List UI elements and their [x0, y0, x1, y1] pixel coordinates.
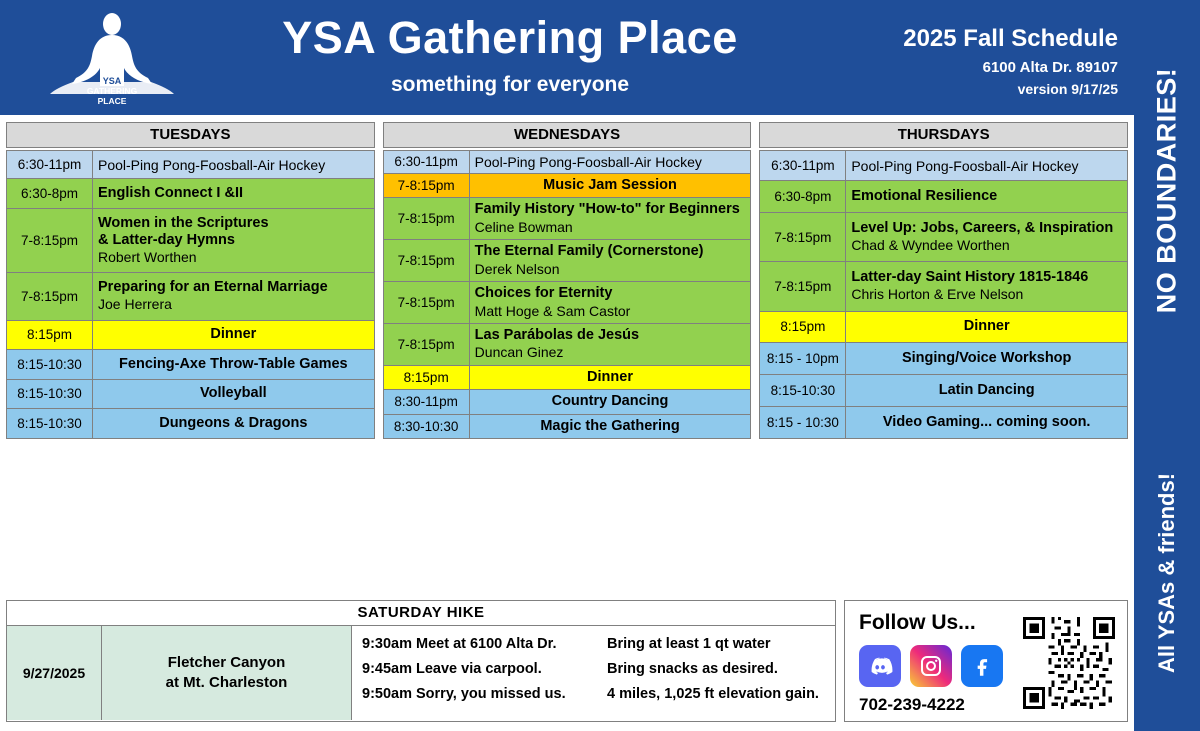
saturday-hike-box [6, 600, 836, 722]
event-cell [93, 379, 375, 409]
hike-location-line2: at Mt. Charleston [165, 674, 288, 691]
discord-icon[interactable] [859, 645, 901, 687]
table-row [7, 409, 375, 439]
hike-date: 9/27/2025 [7, 626, 102, 720]
event-title: Latin Dancing [938, 381, 1035, 398]
table-row [383, 414, 751, 438]
event-presenter: Matt Hoge & Sam Castor [474, 302, 631, 319]
svg-text:PLACE: PLACE [97, 96, 127, 106]
event-time: 8:15pm [383, 365, 469, 389]
table-row [760, 213, 1128, 262]
event-cell [846, 343, 1128, 375]
side-banner-top-text: NO BOUNDARIES! [1151, 67, 1182, 314]
event-title: The Eternal Family (Cornerstone) [474, 243, 704, 260]
hike-location [102, 626, 352, 720]
event-cell [469, 282, 751, 324]
event-time: 7-8:15pm [383, 240, 469, 282]
event-title: Emotional Resilience [851, 188, 998, 205]
event-title: Choices for Eternity [474, 285, 613, 302]
event-time: 8:15-10:30 [7, 350, 93, 380]
event-cell [93, 409, 375, 439]
table-row [7, 179, 375, 209]
event-title: English Connect I &II [98, 184, 244, 201]
svg-text:YSA: YSA [102, 76, 122, 86]
hike-detail-right: Bring at least 1 qt water [607, 636, 771, 652]
event-time: 8:15pm [760, 311, 846, 343]
hike-detail-row [362, 661, 825, 677]
hike-details [352, 626, 835, 720]
event-time: 6:30-11pm [383, 151, 469, 174]
event-title: Singing/Voice Workshop [901, 350, 1072, 367]
table-row [760, 343, 1128, 375]
table-row [383, 240, 751, 282]
event-cell [846, 213, 1128, 262]
event-cell [846, 262, 1128, 311]
event-title: Country Dancing [551, 393, 669, 410]
event-title: Magic the Gathering [540, 417, 680, 434]
event-time: 7-8:15pm [383, 282, 469, 324]
table-row [760, 181, 1128, 213]
follow-us-box [844, 600, 1128, 722]
table-row [7, 273, 375, 320]
table-row [760, 151, 1128, 181]
event-cell [93, 179, 375, 209]
day-column [6, 122, 375, 439]
version-label: version 9/17/25 [1017, 80, 1118, 97]
event-time: 7-8:15pm [760, 213, 846, 262]
facebook-icon[interactable] [961, 645, 1003, 687]
event-cell [93, 350, 375, 380]
day-header: TUESDAYS [6, 122, 375, 148]
table-row [760, 262, 1128, 311]
table-row [383, 282, 751, 324]
event-cell [93, 208, 375, 273]
side-banner-bottom-text: All YSAs & friends! [1154, 472, 1179, 674]
event-time: 7-8:15pm [383, 174, 469, 198]
table-row [760, 311, 1128, 343]
table-row [383, 324, 751, 366]
table-row [383, 174, 751, 198]
day-schedule-table [383, 150, 752, 439]
event-presenter: Robert Worthen [98, 249, 197, 266]
event-title: Pool-Ping Pong-Foosball-Air Hockey [851, 157, 1079, 174]
event-title: Women in the Scriptures & Latter-day Hymns [98, 214, 269, 248]
hike-location-line1: Fletcher Canyon [167, 653, 286, 671]
event-cell [93, 320, 375, 350]
side-banner [1134, 0, 1200, 731]
event-cell [846, 406, 1128, 438]
event-time: 6:30-8pm [760, 181, 846, 213]
hike-detail-right: 4 miles, 1,025 ft elevation gain. [607, 686, 819, 702]
table-row [7, 151, 375, 179]
event-title: Latter-day Saint History 1815-1846 [851, 269, 1089, 286]
table-row [7, 320, 375, 350]
event-time: 8:15-10:30 [7, 409, 93, 439]
event-time: 7-8:15pm [383, 198, 469, 240]
event-time: 7-8:15pm [760, 262, 846, 311]
event-cell [469, 390, 751, 414]
event-title: Level Up: Jobs, Careers, & Inspiration [851, 219, 1114, 236]
event-cell [846, 375, 1128, 407]
event-presenter: Celine Bowman [474, 218, 573, 235]
season-label: 2025 Fall Schedule [903, 25, 1118, 52]
event-time: 8:15 - 10pm [760, 343, 846, 375]
tagline: something for everyone [390, 73, 630, 97]
hike-detail-row [362, 686, 825, 702]
bottom-section [6, 600, 1128, 722]
schedule-columns [6, 122, 1128, 439]
event-presenter: Derek Nelson [474, 260, 560, 277]
event-cell [469, 151, 751, 174]
event-time: 8:30-10:30 [383, 414, 469, 438]
event-cell [93, 273, 375, 320]
event-time: 6:30-11pm [760, 151, 846, 181]
header-meta [903, 22, 1118, 99]
event-cell [93, 151, 375, 179]
table-row [760, 406, 1128, 438]
event-presenter: Joe Herrera [98, 296, 172, 313]
event-cell [469, 198, 751, 240]
event-title: Pool-Ping Pong-Foosball-Air Hockey [98, 156, 326, 173]
instagram-icon[interactable] [910, 645, 952, 687]
hike-title: SATURDAY HIKE [7, 601, 835, 626]
event-title: Volleyball [200, 385, 267, 402]
event-time: 8:15-10:30 [760, 375, 846, 407]
hike-detail-left: 9:30am Meet at 6100 Alta Dr. [362, 636, 557, 652]
table-row [383, 198, 751, 240]
qr-code[interactable] [1023, 617, 1115, 709]
day-schedule-table [759, 150, 1128, 439]
hike-detail-left: 9:50am Sorry, you missed us. [362, 686, 566, 702]
event-cell [469, 240, 751, 282]
table-row [7, 350, 375, 380]
event-title: Las Parábolas de Jesús [474, 327, 640, 344]
event-title: Music Jam Session [543, 177, 677, 193]
event-title: Pool-Ping Pong-Foosball-Air Hockey [474, 154, 702, 170]
follow-us-title: Follow Us... [859, 611, 976, 634]
event-time: 8:15pm [7, 320, 93, 350]
event-title: Preparing for an Eternal Marriage [98, 279, 328, 296]
day-header: THURSDAYS [759, 122, 1128, 148]
day-schedule-table [6, 150, 375, 439]
day-header: WEDNESDAYS [383, 122, 752, 148]
address-label: 6100 Alta Dr. 89107 [982, 58, 1118, 76]
table-row [383, 365, 751, 389]
hike-detail-left: 9:45am Leave via carpool. [362, 661, 542, 677]
event-cell [846, 311, 1128, 343]
event-cell [469, 365, 751, 389]
svg-text:GATHERING: GATHERING [86, 86, 138, 96]
event-cell [469, 324, 751, 366]
event-presenter: Chad & Wyndee Worthen [851, 237, 1010, 254]
event-time: 7-8:15pm [7, 273, 93, 320]
day-column [383, 122, 752, 439]
event-time: 6:30-11pm [7, 151, 93, 179]
event-title: Dinner [587, 368, 633, 385]
event-presenter: Chris Horton & Erve Nelson [851, 286, 1024, 303]
event-time: 8:15 - 10:30 [760, 406, 846, 438]
event-title: Video Gaming... coming soon. [882, 413, 1091, 430]
event-time: 8:30-11pm [383, 390, 469, 414]
table-row [7, 208, 375, 273]
title-block [190, 14, 830, 97]
event-time: 7-8:15pm [7, 208, 93, 273]
table-row [7, 379, 375, 409]
ysa-gathering-place-logo-icon [40, 8, 185, 108]
event-cell [846, 151, 1128, 181]
event-time: 8:15-10:30 [7, 379, 93, 409]
event-cell [469, 174, 751, 198]
page-title: YSA Gathering Place [282, 12, 738, 63]
social-links[interactable] [859, 645, 1003, 687]
event-time: 6:30-8pm [7, 179, 93, 209]
event-title: Fencing-Axe Throw-Table Games [119, 355, 348, 372]
event-title: Family History "How-to" for Beginners [474, 201, 740, 218]
event-title: Dungeons & Dragons [159, 415, 308, 432]
table-row [383, 151, 751, 174]
day-column [759, 122, 1128, 439]
hike-detail-row [362, 636, 825, 652]
header [0, 0, 1134, 115]
event-title: Dinner [963, 318, 1010, 335]
event-time: 7-8:15pm [383, 324, 469, 366]
event-presenter: Duncan Ginez [474, 344, 564, 361]
event-cell [846, 181, 1128, 213]
table-row [760, 375, 1128, 407]
event-cell [469, 414, 751, 438]
hike-detail-right: Bring snacks as desired. [607, 661, 778, 677]
table-row [383, 390, 751, 414]
event-title: Dinner [210, 326, 257, 343]
phone-number: 702-239-4222 [859, 695, 965, 714]
